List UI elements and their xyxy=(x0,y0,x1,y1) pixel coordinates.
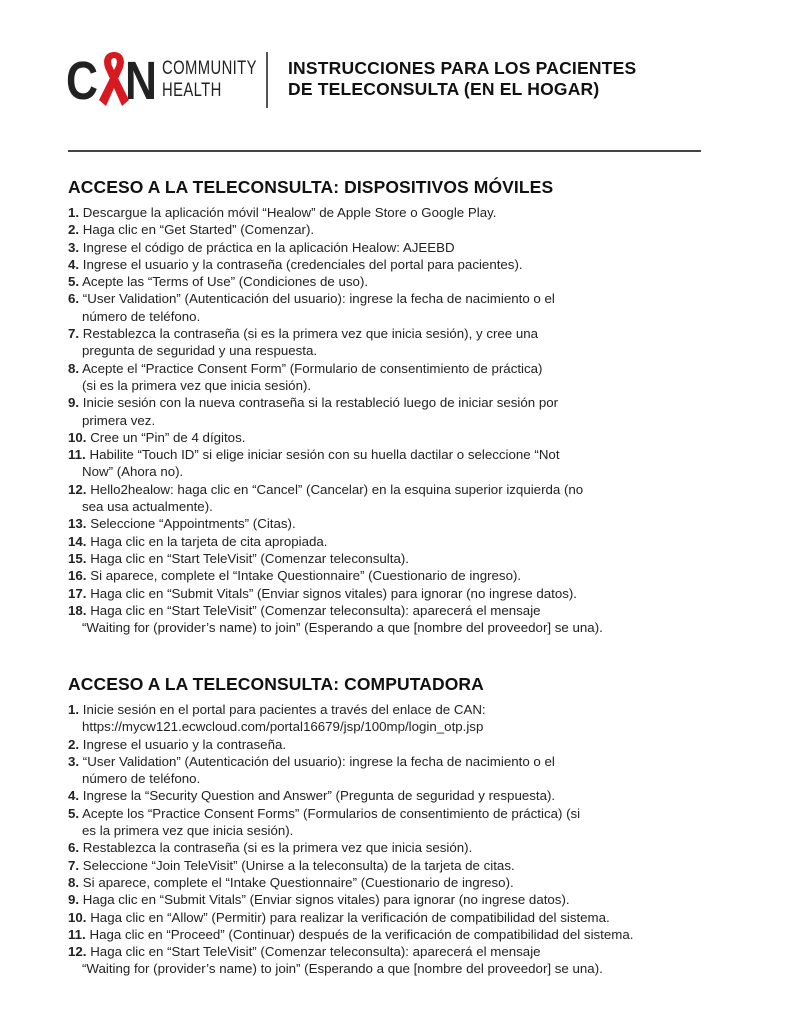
step-text: Hello2healow: haga clic en “Cancel” (Cancelar) en la esquina superior izquierda (no xyxy=(90,481,584,497)
step-text-continuation: Now” (Ahora no). xyxy=(82,464,184,480)
step-item xyxy=(68,787,708,804)
step-text: Seleccione “Appointments” (Citas). xyxy=(90,516,296,532)
step-text-continuation: https://mycw121.ecwcloud.com/portal16679/jsp/100mp/login_otp.jsp xyxy=(82,719,484,735)
step-item xyxy=(68,515,708,532)
step-text-continuation: sea usa actualmente). xyxy=(82,499,213,515)
step-number: 3. xyxy=(68,753,80,769)
step-text: Haga clic en “Proceed” (Continuar) después de la verificación de compatibilidad del sistema. xyxy=(89,926,634,942)
step-number: 15. xyxy=(68,550,87,566)
step-item xyxy=(68,943,708,978)
step-text: Restablezca la contraseña (si es la primera vez que inicia sesión). xyxy=(82,840,473,856)
logo-letter-n: N xyxy=(125,51,157,111)
step-item xyxy=(68,567,708,584)
step-item xyxy=(68,753,708,788)
step-number: 13. xyxy=(68,516,87,532)
step-text-continuation: (si es la primera vez que inicia sesión). xyxy=(82,377,312,393)
step-item xyxy=(68,446,708,481)
step-item xyxy=(68,221,708,238)
step-text: Seleccione “Join TeleVisit” (Unirse a la teleconsulta) de la tarjeta de citas. xyxy=(82,857,515,873)
step-item xyxy=(68,290,708,325)
step-text-continuation: “Waiting for (provider’s name) to join” (Esperando a que [nombre del proveedor] se una). xyxy=(82,961,603,977)
step-number: 8. xyxy=(68,360,80,376)
step-number: 16. xyxy=(68,568,87,584)
document-title xyxy=(288,58,636,100)
step-text-continuation: pregunta de seguridad y una respuesta. xyxy=(82,343,318,359)
step-item xyxy=(68,429,708,446)
step-text: Haga clic en “Get Started” (Comenzar). xyxy=(82,222,315,238)
step-number: 12. xyxy=(68,944,87,960)
step-number: 1. xyxy=(68,702,80,717)
step-number: 7. xyxy=(68,857,80,873)
step-text-continuation: número de teléfono. xyxy=(82,771,201,787)
step-text: Haga clic en “Submit Vitals” (Enviar signos vitales) para ignorar (no ingrese datos). xyxy=(90,585,577,601)
document-title-line-2: DE TELECONSULTA (EN EL HOGAR) xyxy=(288,79,600,99)
step-number: 14. xyxy=(68,533,87,549)
step-item xyxy=(68,550,708,567)
step-text: “User Validation” (Autenticación del usuario): ingrese la fecha de nacimiento o el xyxy=(82,291,555,307)
step-text: Ingrese el código de práctica en la aplicación Healow: AJEEBD xyxy=(82,239,455,255)
step-item xyxy=(68,533,708,550)
step-text: Haga clic en “Allow” (Permitir) para realizar la verificación de compatibilidad del sistema. xyxy=(90,909,610,925)
step-item xyxy=(68,239,708,256)
header-divider xyxy=(266,52,268,108)
step-text: Si aparece, complete el “Intake Questionnaire” (Cuestionario de ingreso). xyxy=(90,568,522,584)
step-text: Ingrese el usuario y la contraseña (credenciales del portal para pacientes). xyxy=(82,256,523,272)
step-text: Cree un “Pin” de 4 dígitos. xyxy=(90,429,246,445)
section-title-mobile: ACCESO A LA TELECONSULTA: DISPOSITIVOS MÓVILES xyxy=(68,177,554,197)
step-text: Inicie sesión con la nueva contraseña si la restableció luego de iniciar sesión por xyxy=(82,395,559,411)
step-item xyxy=(68,736,708,753)
step-text: Inicie sesión en el portal para pacientes a través del enlace de CAN: xyxy=(82,702,486,717)
document-header xyxy=(66,48,706,118)
step-text: Haga clic en “Submit Vitals” (Enviar signos vitales) para ignorar (no ingrese datos). xyxy=(82,892,570,908)
step-text: Acepte las “Terms of Use” (Condiciones de uso). xyxy=(82,274,369,290)
step-number: 11. xyxy=(68,447,86,463)
computer-steps-list xyxy=(68,701,708,978)
step-item xyxy=(68,602,708,637)
step-text-continuation: número de teléfono. xyxy=(82,308,201,324)
step-text: Si aparece, complete el “Intake Questionnaire” (Cuestionario de ingreso). xyxy=(82,874,514,890)
step-number: 9. xyxy=(68,395,80,411)
logo-text-community: COMMUNITY xyxy=(162,58,257,79)
section-mobile-devices xyxy=(68,176,708,636)
step-number: 17. xyxy=(68,585,87,601)
step-text: “User Validation” (Autenticación del usuario): ingrese la fecha de nacimiento o el xyxy=(82,753,555,769)
logo-text xyxy=(162,58,257,102)
step-number: 9. xyxy=(68,892,80,908)
can-community-health-logo xyxy=(66,50,256,116)
step-number: 18. xyxy=(68,602,87,618)
step-item xyxy=(68,256,708,273)
step-number: 2. xyxy=(68,222,80,238)
step-number: 5. xyxy=(68,805,80,821)
step-item xyxy=(68,701,708,736)
step-text: Ingrese la “Security Question and Answer” (Pregunta de seguridad y respuesta). xyxy=(82,788,556,804)
step-item xyxy=(68,874,708,891)
step-number: 5. xyxy=(68,274,80,290)
step-text: Acepte los “Practice Consent Forms” (Formularios de consentimiento de práctica) (si xyxy=(82,805,581,821)
step-item xyxy=(68,926,708,943)
step-number: 11. xyxy=(68,926,86,942)
step-text: Acepte el “Practice Consent Form” (Formulario de consentimiento de práctica) xyxy=(82,360,543,376)
step-number: 6. xyxy=(68,291,80,307)
red-ribbon-icon xyxy=(96,48,132,116)
step-text: Restablezca la contraseña (si es la primera vez que inicia sesión), y cree una xyxy=(82,326,539,342)
step-number: 10. xyxy=(68,429,87,445)
logo-letter-c: C xyxy=(66,51,98,111)
step-item xyxy=(68,857,708,874)
step-text: Haga clic en “Start TeleVisit” (Comenzar teleconsulta): aparecerá el mensaje xyxy=(90,602,541,618)
step-item xyxy=(68,204,708,221)
step-text: Haga clic en “Start TeleVisit” (Comenzar teleconsulta): aparecerá el mensaje xyxy=(90,944,541,960)
step-item xyxy=(68,891,708,908)
step-item xyxy=(68,909,708,926)
step-number: 4. xyxy=(68,788,80,804)
step-text: Ingrese el usuario y la contraseña. xyxy=(82,736,287,752)
step-number: 8. xyxy=(68,874,80,890)
section-title-computer: ACCESO A LA TELECONSULTA: COMPUTADORA xyxy=(68,674,484,694)
section-computer xyxy=(68,673,708,978)
step-item xyxy=(68,481,708,516)
step-number: 3. xyxy=(68,239,80,255)
step-number: 6. xyxy=(68,840,80,856)
step-text: Descargue la aplicación móvil “Healow” de Apple Store o Google Play. xyxy=(82,205,497,220)
step-item xyxy=(68,394,708,429)
step-number: 4. xyxy=(68,256,80,272)
step-item xyxy=(68,839,708,856)
step-item xyxy=(68,805,708,840)
step-number: 12. xyxy=(68,481,87,497)
step-number: 7. xyxy=(68,326,80,342)
step-text: Habilite “Touch ID” si elige iniciar sesión con su huella dactilar o seleccione “Not xyxy=(89,447,560,463)
step-item xyxy=(68,325,708,360)
step-number: 10. xyxy=(68,909,87,925)
step-number: 1. xyxy=(68,205,80,220)
step-text-continuation: es la primera vez que inicia sesión). xyxy=(82,823,294,839)
step-text: Haga clic en “Start TeleVisit” (Comenzar teleconsulta). xyxy=(90,550,409,566)
mobile-steps-list xyxy=(68,204,708,636)
horizontal-rule xyxy=(68,150,701,152)
logo-text-health: HEALTH xyxy=(162,80,222,101)
step-text-continuation: primera vez. xyxy=(82,412,156,428)
step-text-continuation: “Waiting for (provider’s name) to join” (Esperando a que [nombre del proveedor] se una). xyxy=(82,620,603,636)
step-number: 2. xyxy=(68,736,80,752)
step-text: Haga clic en la tarjeta de cita apropiada. xyxy=(90,533,328,549)
step-item xyxy=(68,273,708,290)
step-item xyxy=(68,585,708,602)
step-item xyxy=(68,360,708,395)
document-title-line-1: INSTRUCCIONES PARA LOS PACIENTES xyxy=(288,58,637,78)
